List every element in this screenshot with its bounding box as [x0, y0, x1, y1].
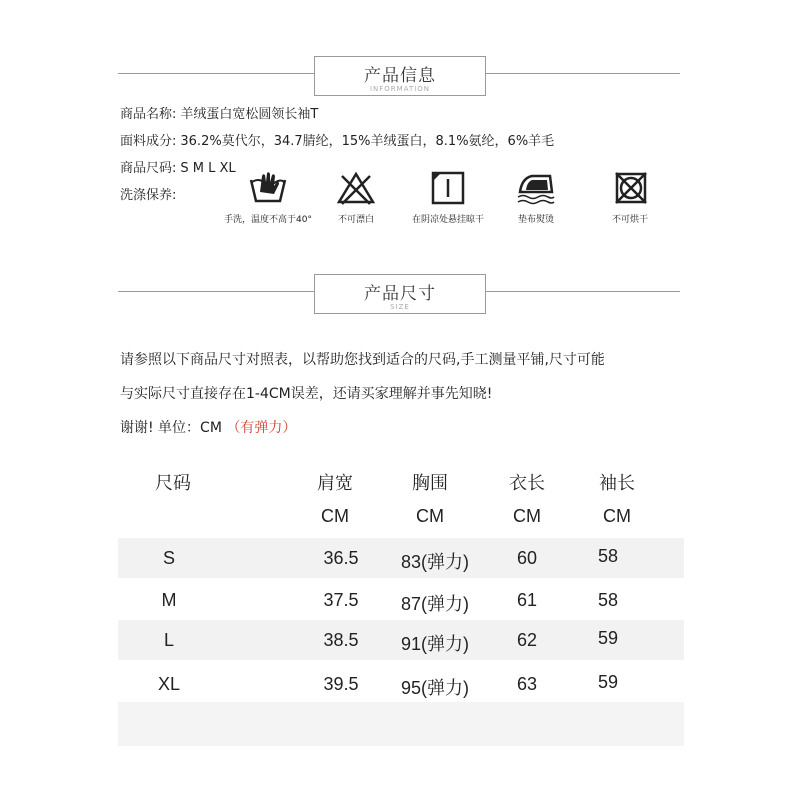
care-line: [120, 184, 180, 203]
table-unit: CM: [513, 506, 541, 526]
table-cell: 38.5: [323, 630, 359, 650]
no-tumble-dry-icon: [610, 170, 650, 206]
table-header-size: 尺码: [155, 473, 191, 493]
header-rule-right: [486, 291, 680, 292]
care-caption: 不可漂白: [337, 215, 374, 225]
fabric-value: 36.2%莫代尔，34.7腈纶，15%羊绒蛋白，8.1%氨纶，6%羊毛: [180, 134, 555, 149]
section-subtitle: INFORMATION: [369, 85, 431, 93]
table-header-sleeve: 袖长: [599, 473, 635, 493]
product-name-value: 羊绒蛋白宽松圆领长袖T: [180, 107, 319, 122]
table-cell: 61: [516, 590, 538, 610]
product-name-label: 商品名称:: [120, 107, 177, 122]
care-no-tumble: [570, 170, 690, 225]
product-name-line: [120, 103, 318, 122]
section-title: 产品信息: [364, 66, 436, 86]
size-header: [118, 274, 680, 314]
care-caption: 垫布熨烫: [517, 215, 554, 225]
fabric-line: [120, 130, 554, 149]
table-unit: CM: [603, 506, 631, 526]
table-cell: 62: [516, 630, 538, 650]
iron-with-cloth-icon: [514, 170, 558, 206]
table-cell: 58: [597, 590, 619, 610]
table-header-chest: 胸围: [412, 473, 448, 493]
table-unit: CM: [321, 506, 349, 526]
no-bleach-icon: [336, 170, 376, 206]
table-row-stripe: [118, 702, 684, 746]
table-cell: 63: [516, 674, 538, 694]
hang-dry-shade-icon: [428, 170, 468, 206]
care-caption: 手洗，温度不高于40°: [224, 215, 312, 225]
table-cell: 39.5: [323, 674, 359, 694]
table-unit: CM: [416, 506, 444, 526]
size-label: 商品尺码:: [120, 161, 177, 176]
table-cell: 95(弹力): [400, 678, 469, 698]
table-cell-size: S: [162, 548, 175, 568]
table-cell-size: L: [163, 630, 174, 650]
care-caption: 不可烘干: [611, 215, 648, 225]
table-cell: 60: [516, 548, 538, 568]
table-cell-size: M: [161, 590, 177, 610]
fabric-label: 面料成分:: [120, 134, 177, 149]
table-cell-size: XL: [157, 674, 181, 694]
product-info-header: [118, 56, 680, 96]
care-caption: 在阴凉处悬挂晾干: [411, 215, 484, 225]
unit-text: 谢谢! 单位：CM: [120, 420, 222, 436]
hand-wash-icon: [248, 170, 288, 206]
header-rule-right: [486, 73, 680, 74]
size-note-line2: 与实际尺寸直接存在1-4CM误差，还请买家理解并事先知晓!: [120, 386, 493, 402]
header-rule-left: [118, 73, 314, 74]
table-header-shoulder: 肩宽: [317, 473, 353, 493]
section-subtitle: SIZE: [390, 303, 410, 311]
header-box: [314, 56, 486, 96]
header-rule-left: [118, 291, 314, 292]
header-box: [314, 274, 486, 314]
table-cell: 91(弹力): [400, 634, 469, 654]
size-value: S M L XL: [180, 161, 236, 176]
elastic-note: （有弹力）: [226, 420, 297, 436]
section-title: 产品尺寸: [364, 284, 436, 304]
table-cell: 37.5: [323, 590, 359, 610]
size-note-line1: 请参照以下商品尺寸对照表，以帮助您找到适合的尺码,手工测量平铺,尺寸可能: [120, 352, 605, 368]
table-cell: 59: [597, 672, 619, 692]
table-cell: 87(弹力): [400, 594, 469, 614]
table-cell: 83(弹力): [400, 552, 469, 572]
table-cell: 36.5: [323, 548, 359, 568]
care-label: 洗涤保养:: [120, 188, 177, 203]
table-header-length: 衣长: [509, 473, 545, 493]
table-cell: 59: [597, 628, 619, 648]
size-note-line3: [120, 417, 296, 437]
table-cell: 58: [597, 546, 619, 566]
